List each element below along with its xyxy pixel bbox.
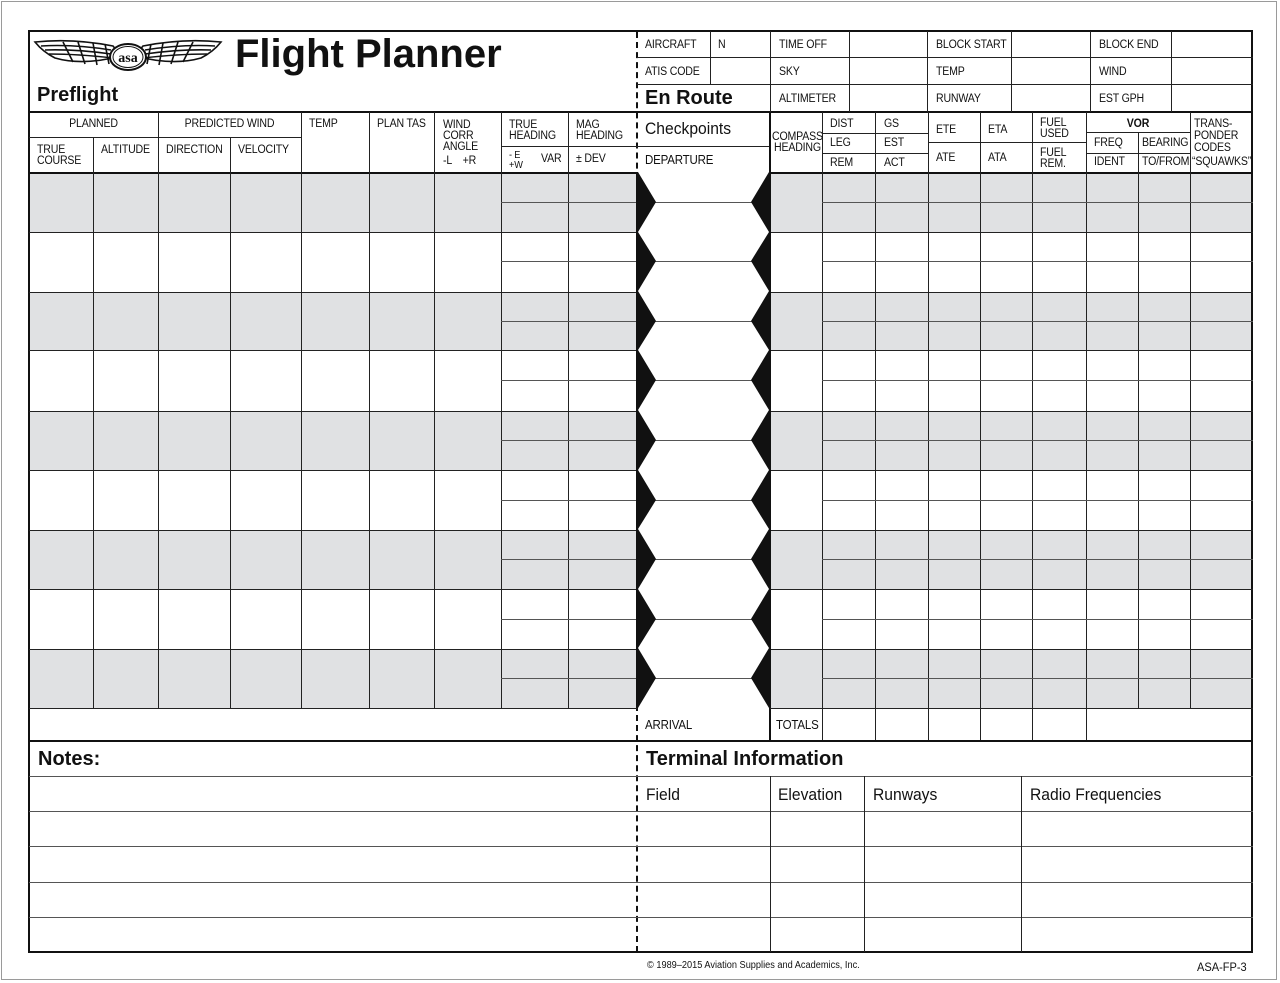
wind-field[interactable]	[1172, 58, 1252, 84]
rem-header: REM	[830, 157, 853, 169]
asa-wings-logo-icon	[33, 36, 223, 78]
to-from-header: TO/FROM	[1142, 156, 1190, 168]
aircraft-label: AIRCRAFT	[645, 39, 697, 51]
totals-dist-field[interactable]	[823, 709, 875, 740]
plan-tas-header: PLAN TAS	[377, 118, 426, 130]
time-off-label: TIME OFF	[779, 39, 827, 51]
aircraft-prefix: N	[718, 39, 726, 51]
planned-header: PLANNED	[69, 118, 118, 130]
temp-label: TEMP	[936, 66, 965, 78]
mag-heading-header-2: HEADING	[576, 130, 623, 142]
checkpoint-arrows-icon	[636, 172, 772, 712]
wca-header-4: -L +R	[443, 155, 477, 167]
true-course-header-2: COURSE	[37, 155, 82, 167]
fuel-rem-header-2: REM.	[1040, 158, 1066, 170]
act-header: ACT	[884, 157, 905, 169]
transponder-header-3: CODES	[1194, 142, 1231, 154]
totals-ete-field[interactable]	[929, 709, 980, 740]
form-id: ASA-FP-3	[1197, 960, 1247, 974]
page-title: Flight Planner	[235, 32, 502, 76]
transponder-header-2: PONDER	[1194, 130, 1239, 142]
fuel-used-header-1: FUEL	[1040, 117, 1067, 129]
ate-header: ATE	[936, 152, 956, 164]
direction-header: DIRECTION	[166, 144, 223, 156]
mag-heading-header-1: MAG	[576, 119, 600, 131]
wind-label: WIND	[1099, 66, 1127, 78]
true-course-header-1: TRUE	[37, 144, 66, 156]
totals-eta-field[interactable]	[981, 709, 1032, 740]
totals-label: TOTALS	[776, 718, 819, 732]
block-start-field[interactable]	[1012, 31, 1090, 57]
block-end-label: BLOCK END	[1099, 39, 1159, 51]
gs-header: GS	[884, 118, 899, 130]
ident-header: IDENT	[1094, 156, 1125, 168]
runway-field[interactable]	[1012, 85, 1090, 111]
vor-header: VOR	[1126, 118, 1150, 130]
predicted-wind-header: PREDICTED WIND	[184, 118, 275, 130]
runway-label: RUNWAY	[936, 93, 981, 105]
dev-header: ± DEV	[576, 153, 606, 165]
block-end-field[interactable]	[1172, 31, 1252, 57]
wca-header-3: ANGLE	[443, 141, 478, 153]
est-header: EST	[884, 137, 905, 149]
true-heading-header-2: HEADING	[509, 130, 556, 142]
radio-frequencies-header: Radio Frequencies	[1030, 785, 1162, 804]
elevation-header: Elevation	[778, 785, 843, 804]
var-w-label: +W	[509, 160, 523, 171]
altimeter-label: ALTIMETER	[779, 93, 836, 105]
totals-fuel-field[interactable]	[1033, 709, 1086, 740]
bearing-header: BEARING	[1142, 137, 1189, 149]
sky-label: SKY	[779, 66, 800, 78]
time-off-field[interactable]	[850, 31, 927, 57]
wca-header-1: WIND	[443, 119, 471, 131]
temp-field[interactable]	[1012, 58, 1090, 84]
fuel-rem-header-1: FUEL	[1040, 147, 1067, 159]
transponder-header-4: “SQUAWKS”	[1192, 156, 1252, 168]
altimeter-field[interactable]	[850, 85, 927, 111]
block-start-label: BLOCK START	[936, 39, 1007, 51]
compass-heading-header-2: HEADING	[774, 142, 821, 154]
freq-header: FREQ	[1094, 137, 1123, 149]
transponder-header-1: TRANS-	[1194, 118, 1233, 130]
wca-header-2: CORR	[443, 130, 474, 142]
totals-gs-field[interactable]	[876, 709, 928, 740]
temp-header: TEMP	[309, 118, 338, 130]
atis-code-label: ATIS CODE	[645, 66, 700, 78]
dist-header: DIST	[830, 118, 854, 130]
en-route-title: En Route	[645, 87, 733, 109]
runways-header: Runways	[873, 785, 938, 804]
terminal-info-title: Terminal Information	[646, 748, 844, 770]
est-gph-field[interactable]	[1172, 85, 1252, 111]
est-gph-label: EST GPH	[1099, 93, 1144, 105]
notes-area[interactable]	[29, 777, 636, 952]
var-header: VAR	[541, 153, 562, 165]
copyright-text: © 1989–2015 Aviation Supplies and Academics, Inc.	[647, 960, 860, 971]
leg-header: LEG	[830, 137, 851, 149]
field-header: Field	[646, 785, 680, 804]
svg-text:asa: asa	[118, 51, 138, 66]
ete-header: ETE	[936, 124, 957, 136]
altitude-header: ALTITUDE	[101, 144, 150, 156]
var-e-label: - E	[509, 150, 521, 161]
atis-code-field[interactable]	[711, 58, 770, 84]
aircraft-field[interactable]	[711, 31, 770, 57]
terminal-info-area[interactable]	[638, 812, 1252, 952]
checkpoints-header: Checkpoints	[645, 119, 732, 138]
arrival-label: ARRIVAL	[645, 718, 693, 732]
eta-header: ETA	[988, 124, 1008, 136]
departure-label: DEPARTURE	[645, 153, 714, 167]
fuel-used-header-2: USED	[1040, 128, 1069, 140]
preflight-title: Preflight	[37, 84, 119, 106]
velocity-header: VELOCITY	[238, 144, 289, 156]
compass-heading-header-1: COMPASS	[772, 131, 823, 143]
sky-field[interactable]	[850, 58, 927, 84]
notes-title: Notes:	[38, 748, 101, 770]
ata-header: ATA	[988, 152, 1007, 164]
true-heading-header-1: TRUE	[509, 119, 538, 131]
